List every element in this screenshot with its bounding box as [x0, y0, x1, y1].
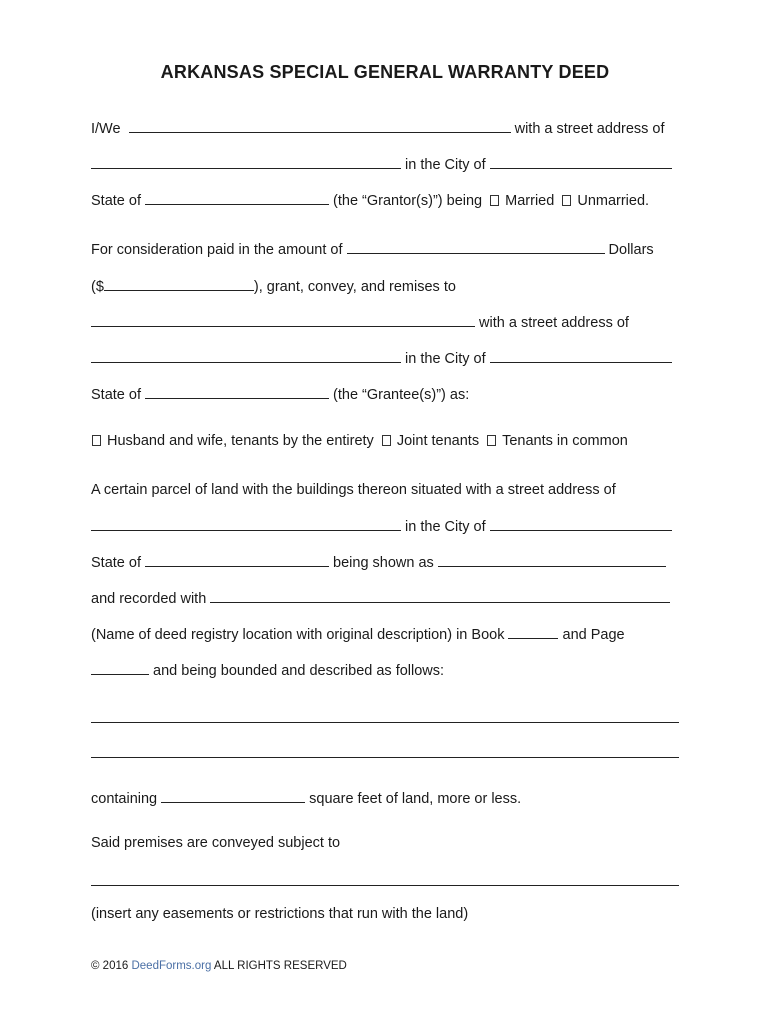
grantor-address-blank[interactable] — [91, 154, 401, 169]
recorded-with-blank[interactable] — [210, 588, 670, 603]
book-blank[interactable] — [508, 624, 558, 639]
square-feet-label: square feet of land, more or less. — [309, 791, 522, 807]
description-line-2[interactable] — [91, 757, 679, 758]
easements-line[interactable] — [91, 885, 679, 886]
consideration-line — [91, 239, 681, 259]
rights-label: ALL RIGHTS RESERVED — [213, 960, 347, 972]
grantor-label: (the “Grantor(s)”) being — [333, 193, 483, 209]
recorded-label: and recorded with — [91, 591, 207, 607]
registry-label: (Name of deed registry location with original description) in Book — [91, 627, 505, 643]
parcel-label: A certain parcel of land with the buildings thereon situated with a street address of — [91, 482, 616, 498]
city-label: in the City of — [405, 157, 486, 173]
grantor-city-blank[interactable] — [490, 154, 672, 169]
description-line-1[interactable] — [91, 722, 679, 723]
property-state-line — [91, 552, 681, 572]
state-label: State of — [91, 387, 141, 403]
married-checkbox[interactable] — [490, 195, 499, 206]
page-number-blank[interactable] — [91, 660, 149, 675]
recorded-line — [91, 588, 681, 608]
grantee-state-line — [91, 384, 681, 404]
husband-wife-checkbox[interactable] — [92, 435, 101, 446]
husband-wife-label: Husband and wife, tenants by the entirety — [107, 433, 374, 449]
deedforms-link[interactable]: DeedForms.org — [131, 960, 212, 972]
grantee-label: (the “Grantee(s)”) as: — [333, 387, 470, 403]
containing-line — [91, 788, 681, 808]
consideration-amount-blank[interactable] — [347, 239, 605, 254]
shown-as-label: being shown as — [333, 555, 434, 571]
tenancy-line — [91, 431, 681, 451]
joint-tenants-label: Joint tenants — [396, 433, 480, 449]
grantor-state-line — [91, 190, 681, 210]
grantee-address-line — [91, 348, 681, 368]
bounded-label: and being bounded and described as follows: — [153, 663, 445, 679]
unmarried-label: Unmarried. — [577, 193, 650, 209]
copyright-label: © 2016 — [91, 960, 129, 972]
bounded-line — [91, 660, 681, 680]
grantor-address-line — [91, 154, 681, 174]
grantee-state-blank[interactable] — [145, 384, 329, 399]
state-label: State of — [91, 193, 141, 209]
married-label: Married — [505, 193, 555, 209]
grantee-city-blank[interactable] — [490, 348, 672, 363]
dollars-label: Dollars — [608, 242, 654, 258]
city-label: in the City of — [405, 519, 486, 535]
subject-line — [91, 833, 681, 853]
property-state-blank[interactable] — [145, 552, 329, 567]
tenants-in-common-checkbox[interactable] — [487, 435, 496, 446]
registry-line — [91, 624, 681, 644]
iwe-label: I/We — [91, 121, 121, 137]
joint-tenants-checkbox[interactable] — [382, 435, 391, 446]
dollar-sign-label: ($ — [91, 279, 104, 295]
grantee-name-line — [91, 312, 681, 332]
easements-note-line — [91, 904, 681, 924]
property-address-line — [91, 516, 681, 536]
grant-label: ), grant, convey, and remises to — [253, 279, 456, 295]
shown-as-blank[interactable] — [438, 552, 666, 567]
tenants-in-common-label: Tenants in common — [502, 433, 628, 449]
grantor-name-blank[interactable] — [129, 118, 511, 133]
grant-line — [91, 276, 681, 296]
grantee-name-blank[interactable] — [91, 312, 475, 327]
grantor-name-line — [91, 118, 681, 138]
street-address-label: with a street address of — [479, 315, 629, 331]
parcel-line — [91, 480, 681, 500]
subject-label: Said premises are conveyed subject to — [91, 835, 341, 851]
footer — [91, 960, 347, 972]
state-label: State of — [91, 555, 141, 571]
street-address-label: with a street address of — [514, 121, 665, 137]
property-city-blank[interactable] — [490, 516, 672, 531]
dollar-amount-blank[interactable] — [104, 276, 254, 291]
city-label: in the City of — [405, 351, 486, 367]
containing-label: containing — [91, 791, 158, 807]
unmarried-checkbox[interactable] — [562, 195, 571, 206]
grantee-address-blank[interactable] — [91, 348, 401, 363]
square-feet-blank[interactable] — [161, 788, 305, 803]
document-title: ARKANSAS SPECIAL GENERAL WARRANTY DEED — [160, 62, 610, 82]
grantor-state-blank[interactable] — [145, 190, 329, 205]
page-label: and Page — [562, 627, 625, 643]
consideration-label: For consideration paid in the amount of — [91, 242, 343, 258]
property-address-blank[interactable] — [91, 516, 401, 531]
easements-label: (insert any easements or restrictions that run with the land) — [91, 906, 469, 922]
